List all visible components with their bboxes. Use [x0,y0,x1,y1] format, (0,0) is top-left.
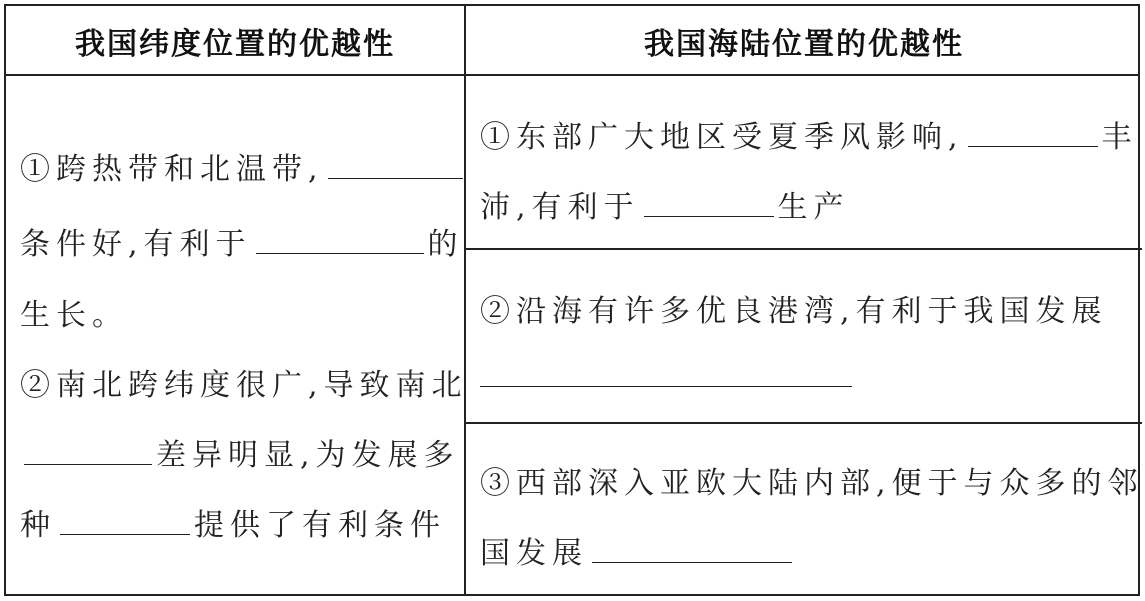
answer-blank[interactable] [644,186,774,217]
text-line: 差异明显,为发展多 [156,438,460,473]
answer-blank[interactable] [256,223,424,254]
text-line: ②南北跨纬度很广,导致南北 [20,368,468,403]
text-line: ③西部深入亚欧大陆内部,便于与众多的邻 [480,466,1144,501]
row-divider-2 [464,422,1142,424]
text-line: ②沿海有许多优良港湾,有利于我国发展 [480,294,1108,329]
text-line: 种 [20,508,56,543]
answer-blank[interactable] [968,116,1098,147]
text-line: 生产 [777,190,850,225]
header-land-sea: 我国海陆位置的优越性 [644,27,964,62]
answer-blank[interactable] [24,434,152,465]
text-line: ①跨热带和北温带, [20,152,324,187]
header-latitude: 我国纬度位置的优越性 [75,27,395,62]
text-line: 生长。 [20,298,128,333]
answer-blank[interactable] [328,148,463,179]
text-line: 的 [427,227,464,262]
text-line: ①东部广大地区受夏季风影响, [480,120,964,155]
text-line: 沛,有利于 [480,190,640,225]
text-line: 国发展 [480,536,588,571]
answer-blank[interactable] [592,532,792,563]
text-line: 提供了有利条件 [194,508,446,543]
column-divider [464,6,466,594]
row-divider-1 [464,248,1142,250]
answer-blank[interactable] [60,504,190,535]
text-line: 丰 [1101,120,1138,155]
text-line: 条件好,有利于 [20,227,252,262]
comparison-table [4,4,1144,596]
answer-blank[interactable] [480,356,852,387]
